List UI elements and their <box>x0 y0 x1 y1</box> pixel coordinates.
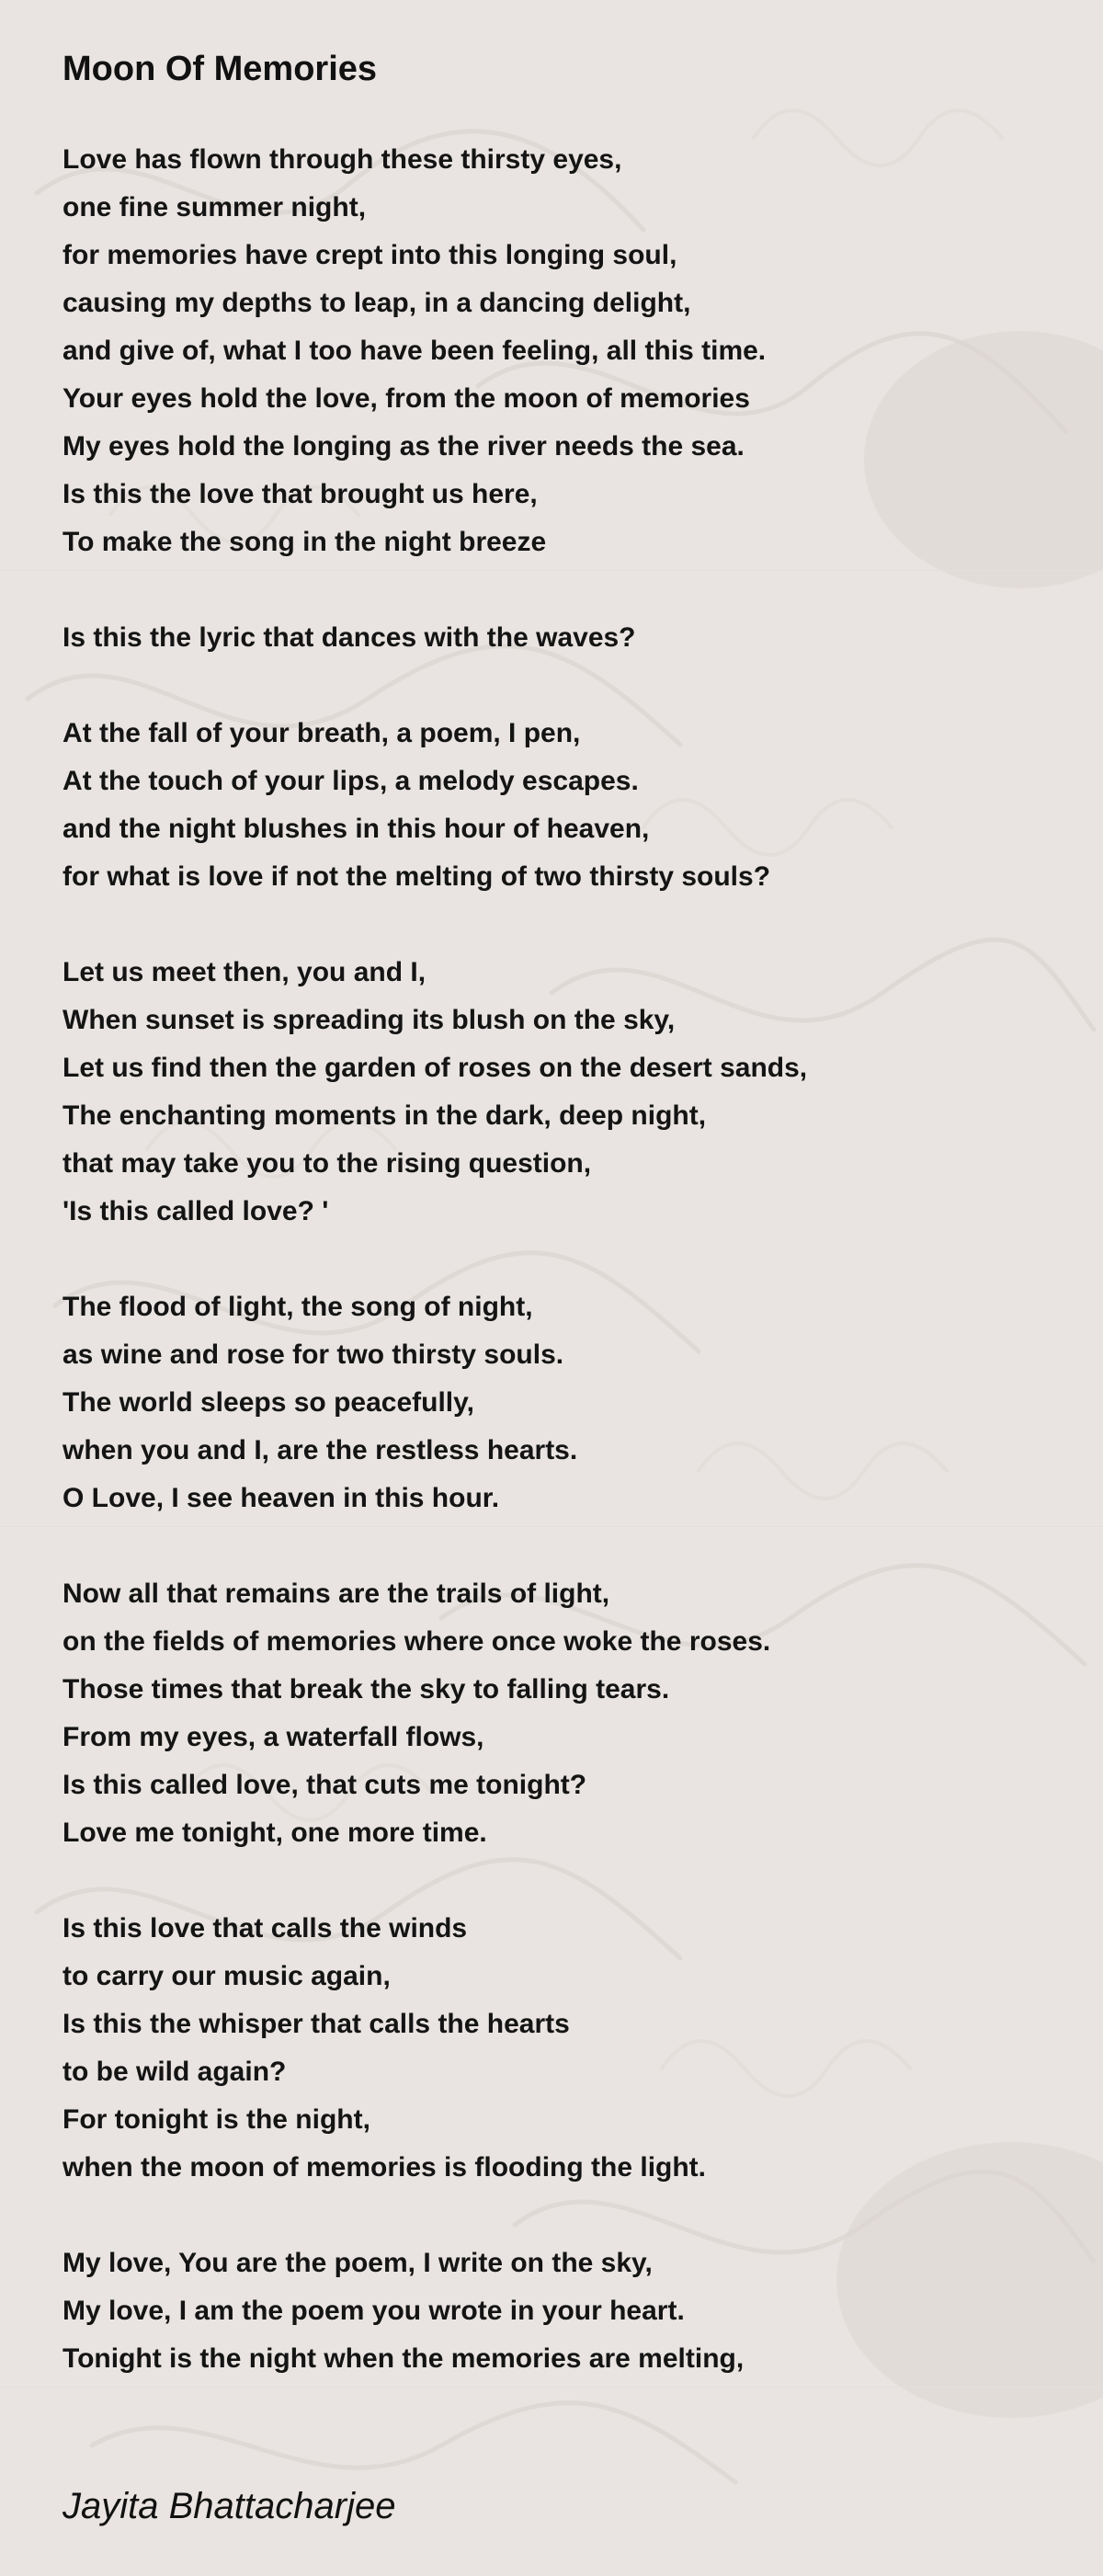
poem-line: Your eyes hold the love, from the moon of memories <box>63 383 750 414</box>
poem-body <box>63 136 1074 2431</box>
poem-line: for what is love if not the melting of two thirsty souls? <box>63 861 771 892</box>
poem-line: Now all that remains are the trails of light, <box>63 1579 610 1609</box>
poem-line: For tonight is the night, <box>63 2104 370 2135</box>
poem-line: that may take you to the rising question, <box>63 1148 592 1179</box>
poem-line: At the touch of your lips, a melody escapes. <box>63 766 639 796</box>
poem-line: O Love, I see heaven in this hour. <box>63 1483 500 1513</box>
poem-line: to carry our music again, <box>63 1961 391 1991</box>
poem-line: Love me tonight, one more time. <box>63 1818 487 1848</box>
poem-line: Those times that break the sky to falling tears. <box>63 1674 670 1704</box>
poem-line: My love, You are the poem, I write on the sky, <box>63 2248 653 2278</box>
stanza <box>63 1570 1074 1857</box>
stanza <box>63 136 1074 566</box>
poem-line: Is this the love that brought us here, <box>63 479 538 509</box>
poem-line: From my eyes, a waterfall flows, <box>63 1722 484 1752</box>
poem-line: My love, I am the poem you wrote in your heart. <box>63 2296 685 2326</box>
stanza <box>63 1905 1074 2192</box>
poem-line: when the moon of memories is flooding the light. <box>63 2152 707 2183</box>
poem-line: The world sleeps so peacefully, <box>63 1387 474 1418</box>
poem-line: when you and I, are the restless hearts. <box>63 1435 578 1465</box>
poem-line: Let us meet then, you and I, <box>63 957 426 987</box>
stanza <box>63 949 1074 1236</box>
poem-line: Is this love that calls the winds <box>63 1913 468 1943</box>
poem-line: for memories have crept into this longing soul, <box>63 240 677 270</box>
poem-line: My eyes hold the longing as the river needs the sea. <box>63 431 745 462</box>
poem-line: Is this the whisper that calls the hearts <box>63 2009 570 2039</box>
poem-line: to be wild again? <box>63 2057 287 2087</box>
stanza <box>63 710 1074 901</box>
stanza <box>63 2240 1074 2383</box>
stanza <box>63 614 1074 662</box>
poem-line: The flood of light, the song of night, <box>63 1292 533 1322</box>
poem-line: Love has flown through these thirsty eyes, <box>63 144 622 175</box>
poem-line: Is this called love, that cuts me tonight? <box>63 1770 587 1800</box>
stanza <box>63 1283 1074 1522</box>
author-name: Jayita Bhattacharjee <box>63 2486 396 2526</box>
poem-line: To make the song in the night breeze <box>63 527 547 557</box>
poem-line: At the fall of your breath, a poem, I pen, <box>63 718 581 748</box>
poem-line: one fine summer night, <box>63 192 367 222</box>
poem-line: The enchanting moments in the dark, deep night, <box>63 1100 707 1131</box>
poem-line: Tonight is the night when the memories are melting, <box>63 2343 745 2374</box>
poem-line: and give of, what I too have been feeling, all this time. <box>63 336 767 366</box>
poem-line: Let us find then the garden of roses on the desert sands, <box>63 1053 808 1083</box>
poem-line: and the night blushes in this hour of heaven, <box>63 814 650 844</box>
poem-title: Moon Of Memories <box>63 50 378 88</box>
poem-line: as wine and rose for two thirsty souls. <box>63 1339 564 1370</box>
poem-line: Is this the lyric that dances with the waves? <box>63 622 636 653</box>
poem-line: on the fields of memories where once woke the roses. <box>63 1626 771 1657</box>
poem-line: When sunset is spreading its blush on the sky, <box>63 1005 676 1035</box>
poem-line: 'Is this called love? ' <box>63 1196 329 1226</box>
poem-line: causing my depths to leap, in a dancing delight, <box>63 288 691 318</box>
